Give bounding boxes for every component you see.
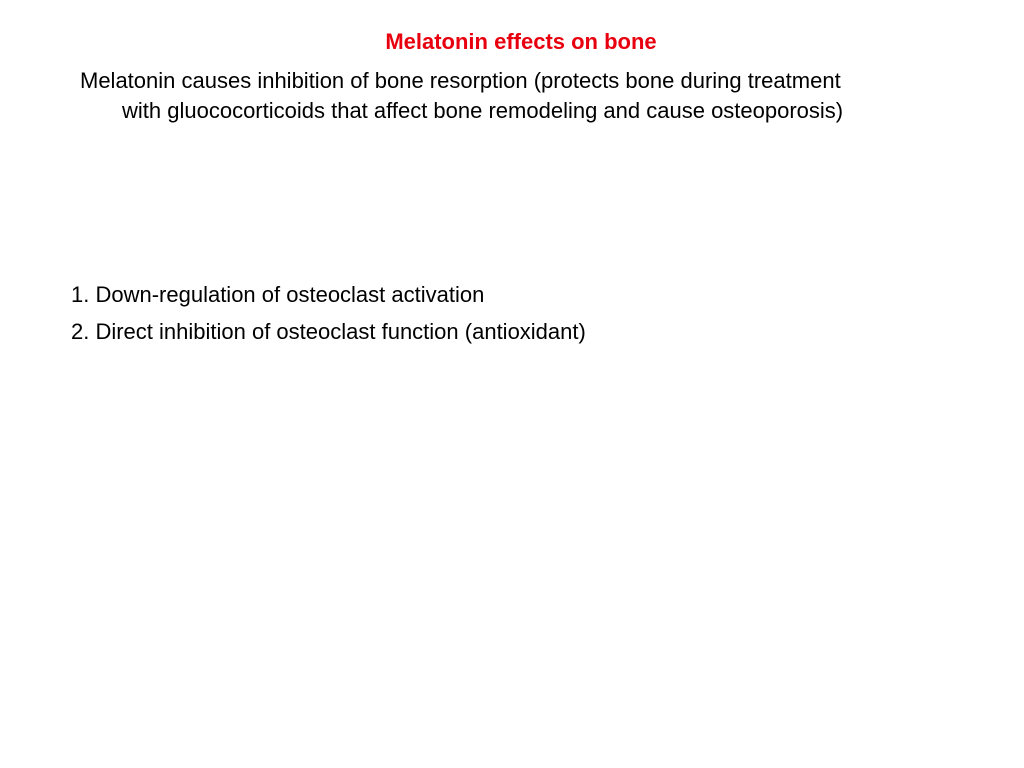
intro-paragraph [80, 66, 980, 126]
list-item: 1. Down-regulation of osteoclast activation [71, 282, 485, 307]
slide-title: Melatonin effects on bone [385, 29, 657, 54]
mechanism-list [71, 280, 971, 354]
intro-line-2: with gluococorticoids that affect bone remodeling and cause osteoporosis) [122, 98, 844, 123]
list-item: 2. Direct inhibition of osteoclast function (antioxidant) [71, 319, 586, 344]
intro-line-1: Melatonin causes inhibition of bone resorption (protects bone during treatment [80, 68, 841, 93]
